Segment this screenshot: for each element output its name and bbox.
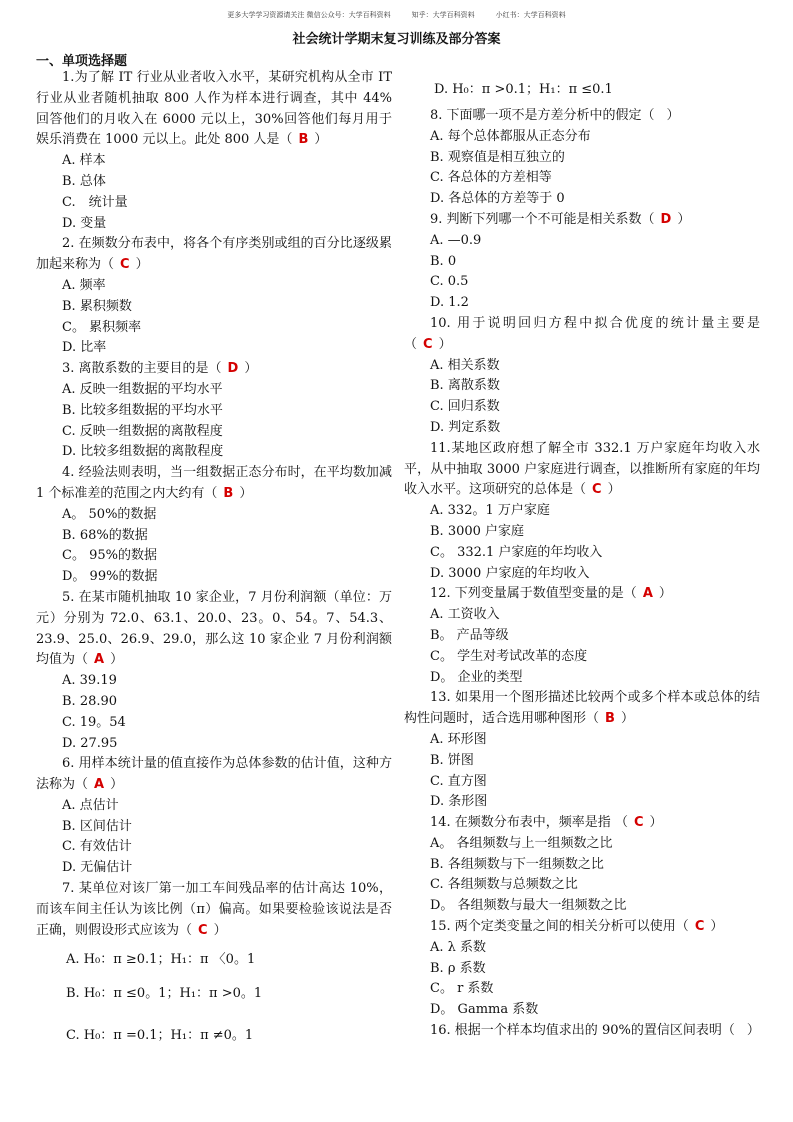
question-6: 6. 用样本统计量的值直接作为总体参数的估计值，这种方法称为（ A ）	[36, 756, 392, 793]
answer-mark: C	[120, 257, 130, 273]
question-5: 5. 在某市随机抽取 10 家企业，7 月份利润额（单位：万元）分别为 72.0、63.1、20.0、23。0、54。7、54.3、23.9、25.0、26.9、29.0，那么这 10 家企业 7 月份利润额均值为（ A ）	[36, 589, 392, 668]
question-9: 9. 判断下列哪一个不可能是相关系数（ D ）	[430, 211, 691, 227]
option: B. 饼图	[430, 752, 474, 768]
answer-mark: A	[94, 652, 105, 668]
answer-mark: C	[592, 482, 602, 498]
option: B. 比较多组数据的平均水平	[62, 402, 223, 418]
option: D. 1.2	[430, 295, 469, 311]
question-8: 8. 下面哪一项不是方差分析中的假定（ ）	[430, 108, 680, 123]
option: C。 累积频率	[62, 319, 142, 335]
option: D. 判定系数	[430, 419, 501, 435]
header-note: 更多大学学习资源请关注 微信公众号：大学百科资料 知乎：大学百科资料 小红书：大学百科资料	[227, 11, 566, 19]
option: B. 区间估计	[62, 818, 132, 834]
option: C. 19。54	[62, 714, 126, 730]
question-1: 1.为了解 IT 行业从业者收入水平，某研究机构从全市 IT 行业从业者随机抽取 800 人作为样本进行调查，其中 44% 回答他们的月收入在 6000 元以上，30%回答他们每月用于娱乐消费在 1000 元以上。此处 800 人是（ B ）	[36, 70, 392, 148]
answer-mark: A	[94, 777, 105, 793]
option: A. —0.9	[430, 232, 482, 248]
option: D. 变量	[62, 215, 107, 231]
section-heading: 一、单项选择题	[36, 54, 128, 69]
hypothesis-option: B. H₀：π ≤0。1；H₁：π >0。1	[66, 986, 263, 1002]
option: B. 68%的数据	[62, 527, 148, 543]
option: B. 28.90	[62, 693, 118, 709]
right-column	[404, 78, 760, 1042]
question-14: 14. 在频数分布表中，频率是指 （ C ）	[430, 815, 663, 831]
option: C. 各总体的方差相等	[430, 170, 552, 186]
hypothesis-option: D. H₀：π >0.1；H₁：π ≤0.1	[434, 82, 613, 97]
question-15: 15. 两个定类变量之间的相关分析可以使用（ C ）	[430, 919, 724, 935]
hypothesis-option: A. H₀：π ≥0.1；H₁：π 〈0。1	[66, 952, 256, 968]
question-11: 11.某地区政府想了解全市 332.1 万户家庭年均收入水平，从中抽取 3000 户家庭进行调查，以推断所有家庭的年均收入水平。这项研究的总体是（ C ）	[404, 440, 760, 498]
answer-mark: B	[605, 711, 615, 727]
answer-mark: B	[298, 132, 309, 148]
option: D. 各总体的方差等于 0	[430, 191, 565, 207]
option: A. λ 系数	[430, 939, 487, 955]
question-7: 7. 某单位对该厂第一加工车间残品率的估计高达 10%，而该车间主任认为该比例（π）偏高。如果要检验该说法是否正确，则假设形式应该为（ C ）	[36, 881, 392, 938]
option: A。 50%的数据	[62, 506, 157, 522]
option: A. 相关系数	[430, 357, 500, 373]
option: D。 各组频数与最大一组频数之比	[430, 898, 627, 914]
option: A. 工资收入	[430, 607, 500, 623]
option: D. 比率	[62, 340, 107, 356]
question-13: 13. 如果用一个图形描述比较两个或多个样本或总体的结构性问题时，适合选用哪种图形（ B ）	[404, 690, 760, 727]
option: B. 观察值是相互独立的	[430, 149, 565, 165]
option: A. 频率	[62, 277, 106, 293]
answer-mark: C	[423, 336, 433, 352]
option: C. 0.5	[430, 274, 469, 290]
option: D. 条形图	[430, 794, 488, 810]
option: A. 反映一组数据的平均水平	[62, 381, 223, 397]
option: B. 0	[430, 253, 457, 269]
option: C. 直方图	[430, 773, 487, 789]
option: D。 99%的数据	[62, 569, 158, 585]
option: B. 3000 户家庭	[430, 523, 525, 539]
option: A. 样本	[62, 153, 106, 169]
option: D。 Gamma 系数	[430, 1002, 539, 1018]
option: D. 3000 户家庭的年均收入	[430, 565, 590, 581]
option: C. 反映一组数据的离散程度	[62, 423, 223, 439]
option: B. 各组频数与下一组频数之比	[430, 856, 604, 872]
answer-mark: C	[198, 922, 208, 938]
option: B. 离散系数	[430, 378, 500, 394]
option: C. 有效估计	[62, 839, 132, 855]
option: B. ρ 系数	[430, 960, 486, 976]
page-title: 社会统计学期末复习训练及部分答案	[292, 32, 501, 47]
option: D. 比较多组数据的离散程度	[62, 444, 224, 460]
option: D. 无偏估计	[62, 860, 133, 876]
answer-mark: D	[227, 361, 239, 377]
question-3: 3. 离散系数的主要目的是（ D ）	[62, 361, 258, 377]
option: C。 95%的数据	[62, 548, 157, 564]
option: B。 产品等级	[430, 627, 509, 643]
option: D. 27.95	[62, 735, 118, 751]
answer-mark: D	[660, 211, 672, 227]
option: A. 332。1 万户家庭	[430, 503, 550, 519]
question-2: 2. 在频数分布表中，将各个有序类别或组的百分比逐级累加起来称为（ C ）	[36, 236, 392, 273]
answer-mark: B	[223, 485, 234, 501]
option: C。 学生对考试改革的态度	[430, 648, 588, 664]
option: D。 企业的类型	[430, 669, 523, 685]
option: A。 各组频数与上一组频数之比	[430, 835, 613, 851]
question-10: 10. 用于说明回归方程中拟合优度的统计量主要是（ C ）	[404, 315, 760, 352]
answer-mark: A	[642, 586, 653, 602]
question-12: 12. 下列变量属于数值型变量的是（ A ）	[430, 586, 672, 602]
option: C. 回归系数	[430, 399, 500, 415]
option: C。 r 系数	[430, 981, 494, 997]
option: C。 332.1 户家庭的年均收入	[430, 544, 603, 560]
hypothesis-option: C. H₀：π =0.1；H₁：π ≠0。1	[66, 1028, 254, 1044]
answer-mark: C	[694, 919, 705, 935]
option: C. 各组频数与总频数之比	[430, 877, 578, 893]
option: B. 总体	[62, 173, 106, 189]
question-4: 4. 经验法则表明，当一组数据正态分布时，在平均数加减 1 个标准差的范围之内大约有（ B ）	[36, 465, 392, 501]
answer-mark: C	[633, 815, 644, 831]
option: A. 39.19	[62, 673, 117, 689]
option: A. 点估计	[62, 797, 119, 813]
option: A. 每个总体都服从正态分布	[430, 128, 591, 144]
left-column	[36, 68, 392, 1057]
option: A. 环形图	[430, 731, 487, 747]
option: C. 统计量	[62, 194, 128, 210]
question-16: 16. 根据一个样本均值求出的 90%的置信区间表明（ ）	[430, 1023, 760, 1039]
option: B. 累积频数	[62, 298, 132, 314]
